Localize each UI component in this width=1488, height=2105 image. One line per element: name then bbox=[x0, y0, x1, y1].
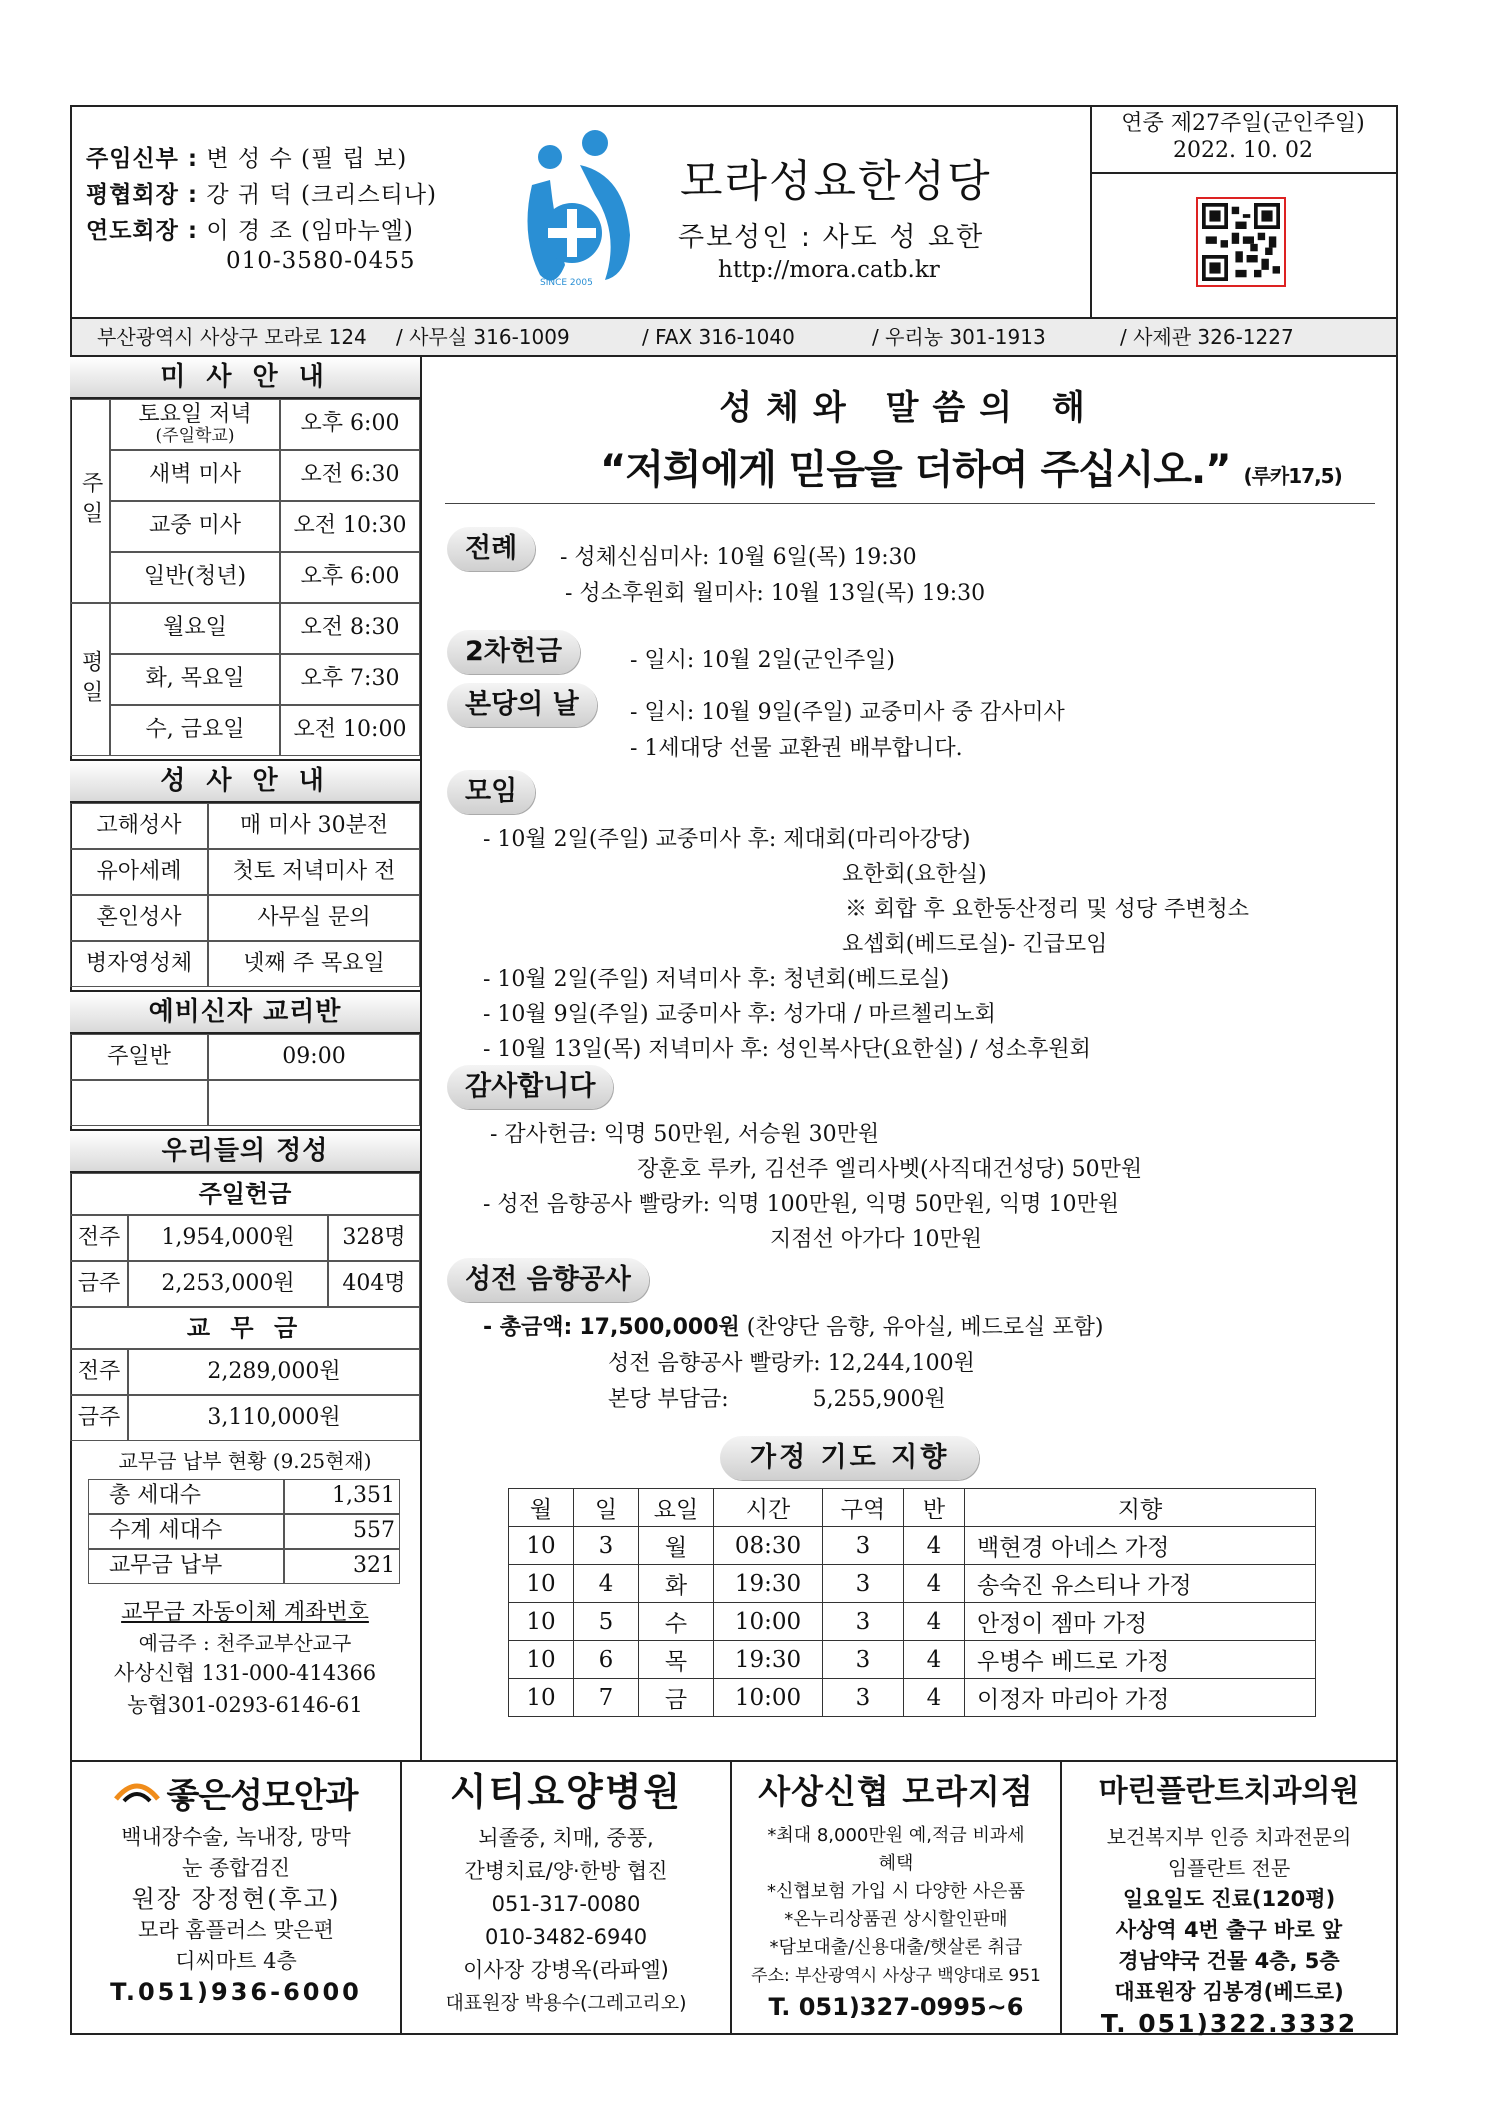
sacrament-value: 사무실 문의 bbox=[208, 895, 420, 941]
table-row bbox=[509, 1641, 1316, 1679]
cell-group: 4 bbox=[904, 1641, 965, 1679]
divider bbox=[420, 355, 422, 1760]
ad-credit-union[interactable] bbox=[732, 1762, 1060, 2032]
cell-day: 6 bbox=[574, 1641, 639, 1679]
ad-name: 사상신협 모라지점 bbox=[758, 1772, 1034, 1811]
dues-label: 전주 bbox=[70, 1349, 128, 1395]
ad-title-row bbox=[72, 1762, 400, 1822]
col-time: 시간 bbox=[714, 1489, 823, 1527]
status-value: 1,351 bbox=[284, 1479, 400, 1514]
ad-line: 백내장수술, 녹내장, 망막 bbox=[121, 1825, 351, 1849]
cell-intention: 송숙진 유스티나 가정 bbox=[965, 1565, 1316, 1603]
cell-month: 10 bbox=[509, 1603, 574, 1641]
mass-name: 월요일 bbox=[110, 603, 280, 654]
sacrament-name: 고해성사 bbox=[70, 803, 208, 849]
mass-name: 교중 미사 bbox=[110, 501, 280, 552]
meeting-line: 요한회(요한실) bbox=[842, 862, 987, 887]
sound-line: 본당 부담금: 5,255,900원 bbox=[608, 1387, 946, 1412]
offering-label: 금주 bbox=[70, 1261, 128, 1307]
cell-day: 7 bbox=[574, 1679, 639, 1717]
parish-day-label: 본당의 날 bbox=[447, 683, 597, 727]
ad-line: 뇌졸중, 치매, 중풍, bbox=[478, 1826, 654, 1850]
account-number: 사상신협 131-000-414366 bbox=[113, 1661, 377, 1685]
mass-title: 미 사 안 내 bbox=[70, 355, 420, 399]
eye-logo-icon bbox=[114, 1777, 160, 1807]
cell-district: 3 bbox=[823, 1603, 904, 1641]
prayer-table bbox=[508, 1488, 1316, 1717]
ad-hospital[interactable] bbox=[402, 1762, 730, 2032]
dues-title: 교 무 금 bbox=[70, 1307, 420, 1349]
theme-quote bbox=[600, 438, 1342, 495]
table-row bbox=[509, 1679, 1316, 1717]
ad-name: 마린플란트치과의원 bbox=[1098, 1774, 1360, 1809]
mass-time: 오후 6:00 bbox=[280, 399, 420, 450]
address-bar bbox=[72, 319, 1396, 355]
cell-district: 3 bbox=[823, 1679, 904, 1717]
issue-info bbox=[1090, 110, 1396, 164]
sunday-label: 주일 bbox=[70, 399, 110, 603]
cell-weekday: 목 bbox=[639, 1641, 714, 1679]
cell-group: 4 bbox=[904, 1565, 965, 1603]
offering-count: 404명 bbox=[328, 1261, 420, 1307]
officer-label: 연도회장 : bbox=[86, 218, 199, 244]
officer-label: 주임신부 : bbox=[86, 146, 199, 172]
divider bbox=[445, 503, 1375, 504]
liturgy-line: - 성소후원회 월미사: 10월 13일(목) 19:30 bbox=[565, 581, 986, 606]
cell-intention: 이정자 마리아 가정 bbox=[965, 1679, 1316, 1717]
cell-time: 10:00 bbox=[714, 1679, 823, 1717]
ad-line: *최대 8,000만원 예,적금 비과세 bbox=[767, 1825, 1025, 1846]
cell-district: 3 bbox=[823, 1527, 904, 1565]
ad-name: 시티요양병원 bbox=[449, 1770, 683, 1814]
cell-time: 08:30 bbox=[714, 1527, 823, 1565]
ad-name: 좋은성모안과 bbox=[166, 1775, 358, 1816]
sound-total-label: - 총금액: bbox=[483, 1315, 573, 1340]
sacrament-value: 매 미사 30분전 bbox=[208, 803, 420, 849]
issue-date: 2022. 10. 02 bbox=[1173, 138, 1313, 163]
cell-day: 4 bbox=[574, 1565, 639, 1603]
offering-label: 전주 bbox=[70, 1215, 128, 1261]
cell-month: 10 bbox=[509, 1565, 574, 1603]
cell-district: 3 bbox=[823, 1565, 904, 1603]
thanks-line: - 성전 음향공사 빨랑카: 익명 100만원, 익명 50만원, 익명 10만원 bbox=[483, 1192, 1120, 1217]
address: 부산광역시 사상구 모라로 124 bbox=[97, 325, 367, 349]
sacrament-title: 성 사 안 내 bbox=[70, 759, 420, 803]
empty-cell bbox=[208, 1080, 420, 1126]
status-label: 총 세대수 bbox=[88, 1479, 284, 1514]
account-title: 교무금 자동이체 계좌번호 bbox=[121, 1600, 369, 1625]
ad-dental[interactable] bbox=[1062, 1762, 1396, 2038]
church-logo bbox=[510, 125, 640, 295]
account-number: 농협301-0293-6146-61 bbox=[127, 1693, 363, 1717]
meeting-line: - 10월 13일(목) 저녁미사 후: 성인복사단(요한실) / 성소후원회 bbox=[483, 1037, 1091, 1062]
officer-value: 변 성 수 (필 립 보) bbox=[206, 146, 408, 172]
prayer-header-row bbox=[509, 1489, 1316, 1527]
dues-amount: 3,110,000원 bbox=[128, 1395, 420, 1441]
church-logo-icon bbox=[510, 125, 640, 295]
ad-line: 모라 홈플러스 맞은편 bbox=[138, 1918, 334, 1942]
offering-amount: 2,253,000원 bbox=[128, 1261, 328, 1307]
col-day: 일 bbox=[574, 1489, 639, 1527]
mass-name: 수, 금요일 bbox=[110, 705, 280, 756]
second-collection-line: - 일시: 10월 2일(군인주일) bbox=[630, 648, 895, 673]
mass-time: 오전 6:30 bbox=[280, 450, 420, 501]
thanks-label: 감사합니다 bbox=[447, 1065, 613, 1109]
cell-time: 10:00 bbox=[714, 1603, 823, 1641]
ad-line: 주소: 부산광역시 사상구 백양대로 951 bbox=[751, 1966, 1041, 1986]
logo-since: SINCE 2005 bbox=[540, 278, 593, 288]
meeting-line: - 10월 9일(주일) 교중미사 후: 성가대 / 마르첼리노회 bbox=[483, 1002, 996, 1027]
mass-row-name bbox=[110, 399, 280, 450]
catechumen-value: 09:00 bbox=[208, 1034, 420, 1080]
sunday-offering-title: 주일헌금 bbox=[70, 1173, 420, 1215]
ad-line: *온누리상품권 상시할인판매 bbox=[784, 1909, 1008, 1930]
col-group: 반 bbox=[904, 1489, 965, 1527]
rectory-phone: / 사제관 326-1227 bbox=[1120, 325, 1294, 349]
cell-time: 19:30 bbox=[714, 1565, 823, 1603]
cell-weekday: 화 bbox=[639, 1565, 714, 1603]
quote-ref: (루카17,5) bbox=[1243, 464, 1342, 488]
cell-intention: 안정이 젬마 가정 bbox=[965, 1603, 1316, 1641]
parish-day-line: - 1세대당 선물 교환권 배부합니다. bbox=[630, 736, 963, 761]
ad-line: 간병치료/양·한방 협진 bbox=[464, 1859, 668, 1883]
status-value: 557 bbox=[284, 1514, 400, 1549]
ad-line: 051-317-0080 bbox=[491, 1892, 641, 1916]
sacrament-name: 병자영성체 bbox=[70, 941, 208, 987]
officer-phone: 010-3580-0455 bbox=[226, 248, 416, 274]
officer-value: 이 경 조 (임마누엘) bbox=[206, 218, 414, 244]
meeting-label: 모임 bbox=[447, 770, 535, 814]
col-month: 월 bbox=[509, 1489, 574, 1527]
ad-line: 대표원장 김봉경(베드로) bbox=[1114, 1980, 1344, 2004]
ad-phone: T. 051)322.3332 bbox=[1100, 2009, 1358, 2038]
sacrament-name: 혼인성사 bbox=[70, 895, 208, 941]
catechumen-name: 주일반 bbox=[70, 1034, 208, 1080]
ad-line: *신협보험 가입 시 다양한 사은품 bbox=[767, 1881, 1025, 1902]
status-label: 수계 세대수 bbox=[88, 1514, 284, 1549]
mass-name: 일반(청년) bbox=[110, 552, 280, 603]
ad-line: 일요일도 진료(120평) bbox=[1122, 1887, 1336, 1911]
liturgy-label: 전례 bbox=[447, 527, 535, 571]
thanks-line: 장훈호 루카, 김선주 엘리사벳(사직대건성당) 50만원 bbox=[637, 1157, 1143, 1182]
ad-line: 보건복지부 인증 치과전문의 bbox=[1106, 1825, 1352, 1849]
officer-prayer bbox=[86, 212, 437, 248]
offering-count: 328명 bbox=[328, 1215, 420, 1261]
mass-name: 새벽 미사 bbox=[110, 450, 280, 501]
dues-label: 금주 bbox=[70, 1395, 128, 1441]
cell-month: 10 bbox=[509, 1641, 574, 1679]
ad-phone: T. 051)327-0995~6 bbox=[768, 1993, 1024, 2021]
ad-line: 디씨마트 4층 bbox=[175, 1949, 297, 1973]
catechumen-title: 예비신자 교리반 bbox=[70, 990, 420, 1034]
cell-weekday: 금 bbox=[639, 1679, 714, 1717]
ad-line: 눈 종합검진 bbox=[181, 1856, 291, 1880]
cell-group: 4 bbox=[904, 1603, 965, 1641]
church-url[interactable]: http://mora.catb.kr bbox=[718, 257, 940, 283]
mass-name: 토요일 저녁 bbox=[138, 402, 252, 428]
officer-council bbox=[86, 176, 437, 212]
officer-list bbox=[86, 140, 437, 284]
cell-group: 4 bbox=[904, 1527, 965, 1565]
liturgical-week: 연중 제27주일(군인주일) bbox=[1121, 111, 1365, 136]
meeting-line: - 10월 2일(주일) 교중미사 후: 제대회(마리아강당) bbox=[483, 827, 971, 852]
patron-saint: 주보성인 : 사도 성 요한 bbox=[678, 222, 985, 253]
qr-code[interactable] bbox=[1196, 197, 1286, 287]
empty-cell bbox=[70, 1080, 208, 1126]
table-row bbox=[509, 1603, 1316, 1641]
thanks-line: - 감사헌금: 익명 50만원, 서승원 30만원 bbox=[490, 1122, 880, 1147]
sacrament-name: 유아세례 bbox=[70, 849, 208, 895]
ad-phone: T.051)936-6000 bbox=[110, 1978, 362, 2006]
officer-label: 평협회장 : bbox=[86, 182, 199, 208]
sacrament-value: 넷째 주 목요일 bbox=[208, 941, 420, 987]
quote-text: “저희에게 믿음을 더하여 주십시오.” bbox=[600, 447, 1231, 493]
fax: / FAX 316-1040 bbox=[642, 325, 795, 349]
col-weekday: 요일 bbox=[639, 1489, 714, 1527]
mass-time: 오전 10:30 bbox=[280, 501, 420, 552]
mass-time: 오후 6:00 bbox=[280, 552, 420, 603]
ad-line: 사상역 4번 출구 바로 앞 bbox=[1115, 1918, 1343, 1942]
meeting-line: ※ 회합 후 요한동산정리 및 성당 주변청소 bbox=[845, 897, 1249, 922]
left-column bbox=[70, 355, 420, 1760]
ad-line: 경남약국 건물 4층, 5층 bbox=[1118, 1949, 1340, 1973]
col-district: 구역 bbox=[823, 1489, 904, 1527]
account-owner: 예금주 : 천주교부산교구 bbox=[138, 1631, 352, 1655]
cell-group: 4 bbox=[904, 1679, 965, 1717]
church-name: 모라성요한성당 bbox=[680, 156, 992, 207]
offering-title: 우리들의 정성 bbox=[70, 1129, 420, 1173]
office-phone: / 사무실 316-1009 bbox=[396, 325, 570, 349]
table-row bbox=[509, 1527, 1316, 1565]
dues-amount: 2,289,000원 bbox=[128, 1349, 420, 1395]
dues-status-title: 교무금 납부 현황 (9.25현재) bbox=[118, 1449, 372, 1473]
cell-intention: 우병수 베드로 가정 bbox=[965, 1641, 1316, 1679]
sound-line: 성전 음향공사 빨랑카: 12,244,100원 bbox=[608, 1351, 975, 1376]
status-value: 321 bbox=[284, 1549, 400, 1584]
sound-label: 성전 음향공사 bbox=[447, 1258, 649, 1302]
cell-day: 3 bbox=[574, 1527, 639, 1565]
second-collection-label: 2차헌금 bbox=[447, 630, 580, 674]
thanks-line: 지점선 아가다 10만원 bbox=[770, 1227, 982, 1252]
table-row bbox=[509, 1565, 1316, 1603]
divider bbox=[1090, 172, 1396, 174]
officer-pastor bbox=[86, 140, 437, 176]
mass-sub: (주일학교) bbox=[155, 426, 235, 447]
ad-line: 원장 장정현(후고) bbox=[131, 1885, 341, 1913]
cell-weekday: 월 bbox=[639, 1527, 714, 1565]
ad-eye-clinic[interactable] bbox=[72, 1762, 400, 2032]
cell-day: 5 bbox=[574, 1603, 639, 1641]
meeting-line: - 10월 2일(주일) 저녁미사 후: 청년회(베드로실) bbox=[483, 967, 950, 992]
mass-time: 오전 8:30 bbox=[280, 603, 420, 654]
cell-month: 10 bbox=[509, 1527, 574, 1565]
parish-day-line: - 일시: 10월 9일(주일) 교중미사 중 감사미사 bbox=[630, 700, 1065, 725]
weekday-label: 평일 bbox=[70, 603, 110, 756]
ad-line: 이사장 강병옥(라파엘) bbox=[463, 1958, 669, 1982]
status-label: 교무금 납부 bbox=[88, 1549, 284, 1584]
sound-total-line bbox=[483, 1310, 1103, 1341]
sacrament-value: 첫토 저녁미사 전 bbox=[208, 849, 420, 895]
cell-time: 19:30 bbox=[714, 1641, 823, 1679]
cell-month: 10 bbox=[509, 1679, 574, 1717]
mass-time: 오전 10:00 bbox=[280, 705, 420, 756]
farm-phone: / 우리농 301-1913 bbox=[872, 325, 1046, 349]
mass-name: 화, 목요일 bbox=[110, 654, 280, 705]
officer-value: 강 귀 덕 (크리스티나) bbox=[206, 182, 438, 208]
sound-total-note: (찬양단 음향, 유아실, 베드로실 포함) bbox=[746, 1315, 1104, 1340]
prayer-title: 가정 기도 지향 bbox=[720, 1436, 979, 1480]
ad-line: 혜택 bbox=[878, 1853, 914, 1874]
cell-weekday: 수 bbox=[639, 1603, 714, 1641]
sound-total: 17,500,000원 bbox=[579, 1315, 740, 1340]
year-theme: 성체와 말씀의 해 bbox=[719, 388, 1099, 428]
liturgy-line: - 성체신심미사: 10월 6일(목) 19:30 bbox=[560, 545, 917, 570]
ad-line: 임플란트 전문 bbox=[1167, 1856, 1291, 1880]
meeting-line: 요셉회(베드로실)- 긴급모임 bbox=[842, 932, 1108, 957]
offering-amount: 1,954,000원 bbox=[128, 1215, 328, 1261]
cell-intention: 백현경 아네스 가정 bbox=[965, 1527, 1316, 1565]
ad-line: 대표원장 박용수(그레고리오) bbox=[445, 1992, 687, 2014]
ad-line: 010-3482-6940 bbox=[484, 1925, 648, 1949]
qr-code-icon bbox=[1202, 203, 1280, 281]
ad-line: *담보대출/신용대출/햇살론 취급 bbox=[769, 1937, 1023, 1958]
mass-time: 오후 7:30 bbox=[280, 654, 420, 705]
cell-district: 3 bbox=[823, 1641, 904, 1679]
col-intention: 지향 bbox=[965, 1489, 1316, 1527]
